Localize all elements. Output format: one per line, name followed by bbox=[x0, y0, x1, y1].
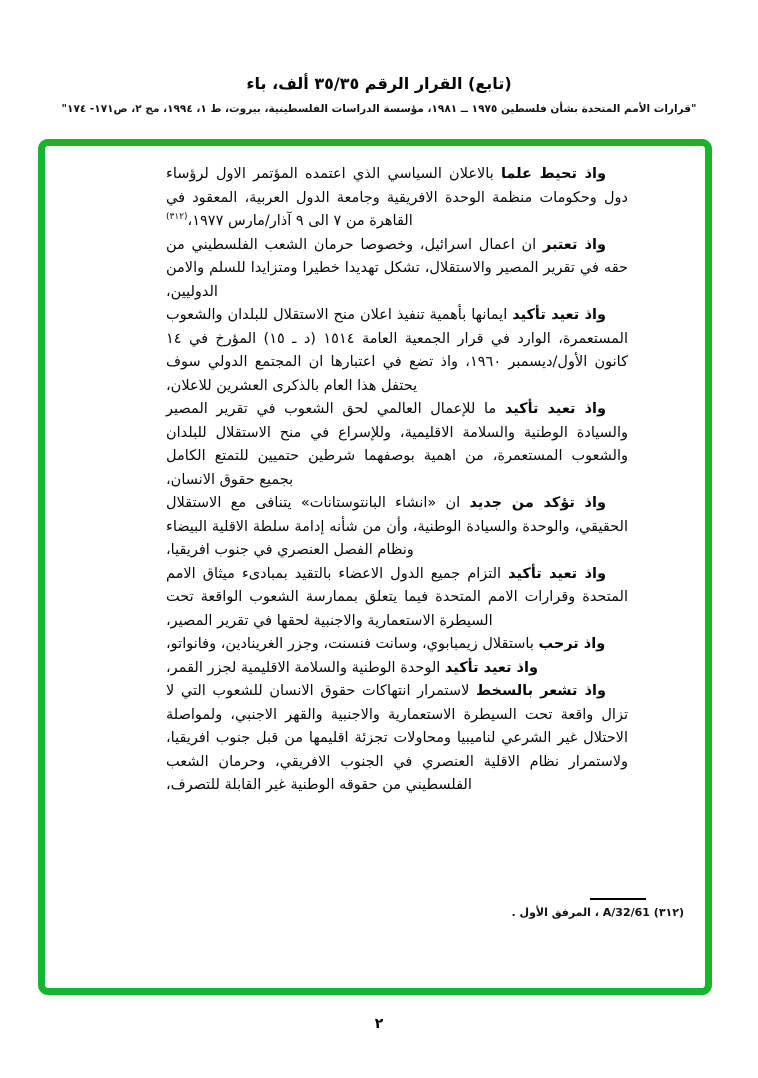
paragraph bbox=[166, 563, 628, 634]
page-title: (تابع) القرار الرقم ٣٥/٣٥ ألف، باء bbox=[246, 74, 512, 93]
paragraph-lead: واذ ترحب bbox=[538, 636, 606, 652]
paragraph-lead: واذ تشعر بالسخط bbox=[475, 683, 606, 699]
paragraph bbox=[166, 657, 628, 681]
paragraph bbox=[166, 492, 628, 563]
paragraph-lead: واذ تعتبر bbox=[542, 236, 606, 253]
footnote-separator bbox=[590, 898, 646, 900]
resolution-text-block bbox=[166, 163, 628, 798]
paragraph-body: ان «انشاء البانتوستانات» يتنافى مع الاستقلال الحقيقي، والوحدة والسيادة الوطنية، وأن من شأنه إدامة سلطة الاقلية البيضاء ونظام الفصل العنصري في جنوب افريقيا، bbox=[166, 495, 628, 558]
paragraph-body: ان اعمال اسرائيل، وخصوصا حرمان الشعب الفلسطيني من حقه في تقرير المصير والاستقلال، تشكل تهديدا خطيرا ومتزايدا للسلم والامن الدوليين، bbox=[166, 236, 628, 300]
paragraph bbox=[166, 163, 628, 234]
footnote: (٣١٢) A/32/61 ، المرفق الأول . bbox=[511, 906, 684, 919]
paragraph-lead: واذ تعيد تأكيد bbox=[504, 401, 606, 417]
paragraph-body: ايمانها بأهمية تنفيذ اعلان منح الاستقلال للبلدان والشعوب المستعمرة، الوارد في قرار الجمعية العامة ١٥١٤ (د ـ ١٥) المؤرخ في ١٤ كانون الأول/ديسمبر ١٩٦٠، واذ تضع في اعتبارها ان المجتمع الدولي سوف يحتفل هذا العام بالذكرى العشرين للاعلان، bbox=[166, 307, 628, 394]
paragraph-body: باستقلال زيمبابوي، وسانت فنسنت، وجزر الغرينادين، وفانواتو، bbox=[166, 636, 539, 652]
paragraph-body: التزام جميع الدول الاعضاء بالتقيد بمبادىء ميثاق الامم المتحدة وقرارات الامم المتحدة فيما يتعلق بممارسة الشعوب الواقعة تحت السيطرة الاستعمارية والاجنبية لحقها في تقرير المصير، bbox=[166, 565, 628, 629]
paragraph-lead: واذ تحيط علما bbox=[500, 166, 606, 182]
paragraph-lead: واذ تعيد تأكيد bbox=[512, 307, 606, 323]
paragraph-lead: واذ تعيد تأكيد bbox=[444, 659, 538, 676]
page-number: ٢ bbox=[374, 1016, 384, 1032]
paragraph-lead: واذ تعيد تأكيد bbox=[508, 565, 606, 582]
paragraph-body: الوحدة الوطنية والسلامة الاقليمية لجزر القمر، bbox=[166, 659, 445, 676]
paragraph bbox=[166, 633, 628, 657]
paragraph-body: بالاعلان السياسي الذي اعتمده المؤتمر الاول لرؤساء دول وحكومات منظمة الوحدة الافريقية وجامعة الدول العربية، المعقود في القاهرة من ٧ الى ٩ آذار/مارس ١٩٧٧، bbox=[166, 166, 628, 229]
paragraph bbox=[166, 680, 628, 798]
footnote-reference: (٣١٢) bbox=[166, 212, 188, 223]
paragraph-body: لاستمرار انتهاكات حقوق الانسان للشعوب التي لا تزال واقعة تحت السيطرة الاستعمارية والاجنبية والقهر الاجنبي، ولمواصلة الاحتلال غير الشرعي لناميبيا ومحاولات تجزئة اقليمها من قبل جنوب افريقيا، ولاستمرار نظام الاقلية العنصري في الجنوب الافريقي، وحرمان الشعب الفلسطيني من حقوقه الوطنية غير القابلة للتصرف، bbox=[166, 683, 628, 793]
paragraph-body: ما للإعمال العالمي لحق الشعوب في تقرير المصير والسيادة الوطنية والسلامة الاقليمية، وللإسراع في منح الاستقلال للبلدان والشعوب المستعمرة، من اهمية بوصفهما شرطين حتميين للتمتع الكامل بجميع حقوق الانسان، bbox=[166, 401, 628, 488]
source-citation: "قرارات الأمم المتحدة بشأن فلسطين ١٩٧٥ ــ ١٩٨١، مؤسسة الدراسات الفلسطينية، بيروت، ط ١، ١٩٩٤، مج ٢، ص١٧١- ١٧٤" bbox=[61, 103, 697, 115]
paragraph bbox=[166, 234, 628, 305]
paragraph bbox=[166, 304, 628, 398]
paragraph bbox=[166, 398, 628, 492]
paragraph-lead: واذ تؤكد من جديد bbox=[469, 495, 606, 511]
